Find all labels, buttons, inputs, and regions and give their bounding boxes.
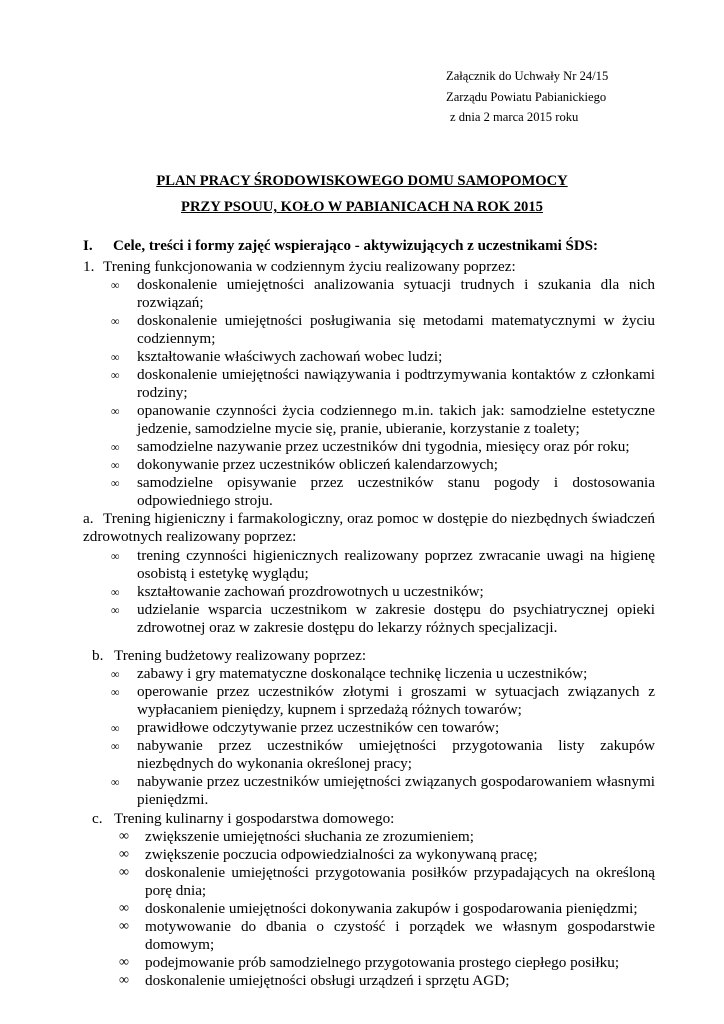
section-title: Cele, treści i formy zajęć wspierająco - aktywizujących z uczestnikami ŚDS:: [113, 238, 599, 254]
group-title: Trening kulinarny i gospodarstwa domowego:: [114, 810, 395, 827]
header-line-3: z dnia 2 marca 2015 roku: [450, 110, 579, 124]
infinity-bullet-icon: ∞: [111, 476, 120, 490]
list-item: ∞ zabawy i gry matematyczne doskonalące technikę liczenia u uczestników;: [111, 665, 588, 682]
group-b-list: [111, 665, 655, 809]
infinity-bullet-icon: ∞: [111, 721, 120, 735]
document-title-line-1: PLAN PRACY ŚRODOWISKOWEGO DOMU SAMOPOMOCY: [156, 173, 568, 189]
infinity-bullet-icon: ∞: [111, 350, 120, 364]
list-item: ∞ nabywanie przez uczestników umiejętności przygotowania listy zakupów niezbędnych do wykonania określonej pracy;: [111, 737, 655, 772]
group-1-heading: [83, 258, 516, 276]
list-item: ∞ prawidłowe odczytywanie przez uczestników cen towarów;: [111, 719, 500, 736]
infinity-bullet-icon: ∞: [111, 603, 120, 617]
infinity-bullet-icon: ∞: [111, 278, 120, 292]
list-item: ∞ doskonalenie umiejętności przygotowania posiłków przypadających na określoną porę dnia;: [119, 864, 655, 899]
list-item: ∞ udzielanie wsparcia uczestnikom w zakresie dostępu do psychiatrycznej opieki zdrowotnej oraz w zakresie dostępu do lekarzy różnych specjalizacji.: [111, 601, 655, 636]
attachment-header: [446, 66, 608, 128]
list-item: ∞ doskonalenie umiejętności analizowania sytuacji trudnych i szukania dla nich rozwiązań;: [111, 276, 655, 311]
group-c-heading: [92, 810, 394, 828]
infinity-bullet-icon: ∞: [111, 685, 120, 699]
list-item: ∞ zwiększenie umiejętności słuchania ze zrozumieniem;: [119, 828, 474, 845]
group-label: b.: [92, 647, 104, 664]
group-a-list: [111, 547, 655, 637]
list-item: ∞ doskonalenie umiejętności obsługi urządzeń i sprzętu AGD;: [119, 972, 510, 989]
group-b-heading: [92, 647, 366, 665]
list-item: ∞ doskonalenie umiejętności posługiwania się metodami matematycznymi w życiu codziennym;: [111, 312, 655, 347]
infinity-bullet-icon: ∞: [119, 955, 129, 970]
list-item: ∞ operowanie przez uczestników złotymi i groszami w sytuacjach związanych z wypłacaniem pieniędzy, kupnem i sprzedażą różnych towarów;: [111, 683, 655, 718]
infinity-bullet-icon: ∞: [111, 404, 120, 418]
group-a-heading: [83, 510, 655, 546]
group-title: Trening funkcjonowania w codziennym życiu realizowany poprzez:: [103, 258, 516, 275]
infinity-bullet-icon: ∞: [119, 847, 129, 862]
group-label: 1.: [83, 258, 95, 275]
group-label: a.: [83, 510, 94, 527]
infinity-bullet-icon: ∞: [111, 739, 120, 753]
list-item: ∞ trening czynności higienicznych realizowany poprzez zwracanie uwagi na higienę osobistą i estetykę wyglądu;: [111, 547, 655, 582]
infinity-bullet-icon: ∞: [111, 775, 120, 789]
group-c-list: [119, 828, 655, 990]
section-number: I.: [83, 238, 93, 254]
infinity-bullet-icon: ∞: [119, 829, 129, 844]
list-item: ∞ doskonalenie umiejętności dokonywania zakupów i gospodarowania pieniędzmi;: [119, 900, 638, 917]
header-line-1: Załącznik do Uchwały Nr 24/15: [446, 69, 609, 83]
group-1-list: [111, 276, 655, 510]
list-item: ∞ kształtowanie właściwych zachowań wobec ludzi;: [111, 348, 443, 365]
list-item: ∞ motywowanie do dbania o czystość i porządek we własnym gospodarstwie domowym;: [119, 918, 655, 953]
list-item: ∞ doskonalenie umiejętności nawiązywania i podtrzymywania kontaktów z członkami rodziny;: [111, 366, 655, 401]
infinity-bullet-icon: ∞: [119, 919, 129, 934]
group-title: Trening budżetowy realizowany poprzez:: [114, 647, 367, 664]
infinity-bullet-icon: ∞: [111, 549, 120, 563]
header-line-2: Zarządu Powiatu Pabianickiego: [446, 89, 607, 104]
section-heading: [83, 238, 598, 255]
list-item: ∞ kształtowanie zachowań prozdrowotnych u uczestników;: [111, 583, 484, 600]
infinity-bullet-icon: ∞: [111, 667, 120, 681]
list-item: ∞ zwiększenie poczucia odpowiedzialności za wykonywaną pracę;: [119, 846, 538, 863]
list-item: ∞ opanowanie czynności życia codziennego m.in. takich jak: samodzielne estetyczne jedzenie, samodzielne mycie się, pranie, ubieranie, korzystanie z toalety;: [111, 402, 655, 437]
infinity-bullet-icon: ∞: [111, 458, 120, 472]
document-title-line-2: PRZY PSOUU, KOŁO W PABIANICACH NA ROK 2015: [181, 199, 543, 215]
infinity-bullet-icon: ∞: [111, 440, 120, 454]
infinity-bullet-icon: ∞: [111, 585, 120, 599]
infinity-bullet-icon: ∞: [119, 865, 129, 880]
infinity-bullet-icon: ∞: [119, 901, 129, 916]
list-item: ∞ samodzielne nazywanie przez uczestników dni tygodnia, miesięcy oraz pór roku;: [111, 438, 630, 455]
list-item: ∞ nabywanie przez uczestników umiejętności związanych gospodarowaniem własnymi pieniędzmi.: [111, 773, 655, 808]
infinity-bullet-icon: ∞: [111, 314, 120, 328]
list-item: ∞ podejmowanie prób samodzielnego przygotowania prostego ciepłego posiłku;: [119, 954, 620, 971]
group-title: Trening higieniczny i farmakologiczny, oraz pomoc w dostępie do niezbędnych świadczeń zdrowotnych realizowany poprzez:: [83, 510, 655, 545]
list-item: ∞ dokonywanie przez uczestników obliczeń kalendarzowych;: [111, 456, 498, 473]
group-label: c.: [92, 810, 103, 827]
list-item: ∞ samodzielne opisywanie przez uczestników stanu pogody i dostosowania odpowiedniego stroju.: [111, 474, 655, 509]
infinity-bullet-icon: ∞: [111, 368, 120, 382]
infinity-bullet-icon: ∞: [119, 973, 129, 988]
